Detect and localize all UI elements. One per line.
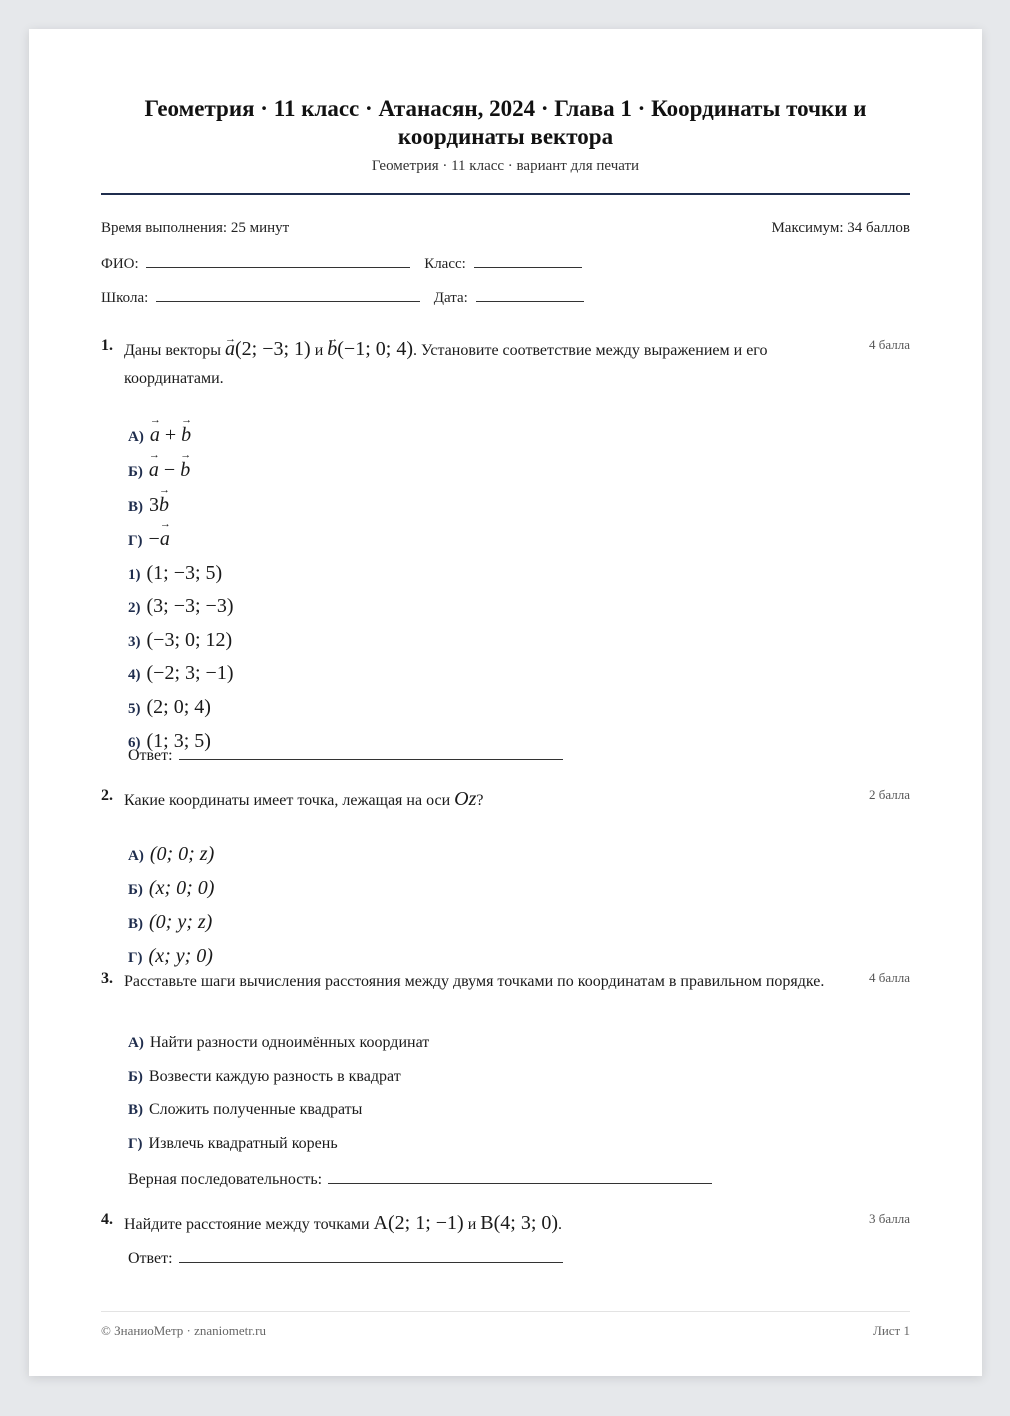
question-number: 4. bbox=[101, 1211, 113, 1228]
option-item[interactable]: Б) (x; 0; 0) bbox=[128, 877, 215, 899]
time-limit: Время выполнения: 25 минут bbox=[101, 220, 290, 236]
date-field[interactable] bbox=[476, 287, 584, 302]
answer-field[interactable] bbox=[328, 1169, 712, 1184]
axis-label: Oz bbox=[454, 788, 477, 810]
match-right-item: 3) (−3; 0; 12) bbox=[128, 629, 233, 651]
meta-row-school bbox=[101, 287, 910, 307]
date-label: Дата: bbox=[433, 290, 468, 306]
footer-copyright: © ЗнаниоМетр · znaniometr.ru bbox=[101, 1323, 266, 1338]
footer-page-number: Лист 1 bbox=[873, 1323, 910, 1338]
class-label: Класс: bbox=[424, 256, 466, 272]
worksheet-page bbox=[29, 29, 982, 1376]
question-points: 3 балла bbox=[869, 1211, 910, 1226]
question-text: Какие координаты имеет точка, лежащая на оси Oz? bbox=[124, 788, 484, 810]
page-title: Геометрия · 11 класс · Атанасян, 2024 · Глава 1 · Координаты точки и координаты вектора bbox=[144, 96, 867, 149]
option-item[interactable]: А) (0; 0; z) bbox=[128, 843, 215, 865]
answer-field[interactable] bbox=[179, 1248, 563, 1263]
meta-row-time bbox=[101, 220, 910, 237]
question-number: 1. bbox=[101, 337, 113, 354]
match-right-item: 6) (1; 3; 5) bbox=[128, 730, 211, 752]
vector-a: → a(2; −3; 1) bbox=[225, 338, 311, 360]
sequence-answer-row bbox=[128, 1169, 712, 1189]
question-number: 3. bbox=[101, 970, 113, 987]
footer bbox=[101, 1323, 910, 1339]
step-item: Б) Возвести каждую разность в квадрат bbox=[128, 1068, 401, 1085]
answer-label: Верная последовательность: bbox=[128, 1171, 323, 1188]
question-text: Найдите расстояние между точками A(2; 1; −1) и B(4; 3; 0). bbox=[124, 1212, 563, 1234]
point-b: B(4; 3; 0) bbox=[480, 1212, 559, 1234]
question-text: Расставьте шаги вычисления расстояния между двумя точками по координатам в правильном порядке. bbox=[124, 973, 825, 990]
header-divider bbox=[101, 193, 910, 195]
footer-divider bbox=[101, 1311, 910, 1312]
fio-field[interactable] bbox=[146, 253, 410, 268]
answer-row bbox=[128, 745, 563, 765]
step-item: В) Сложить полученные квадраты bbox=[128, 1101, 363, 1118]
answer-row bbox=[128, 1248, 563, 1268]
match-right-item: 2) (3; −3; −3) bbox=[128, 595, 234, 617]
question-text: Даны векторы → a(2; −3; 1) и → b(−1; 0; 4). Установите соответствие между выражением и его координатами. bbox=[124, 335, 842, 393]
question-points: 4 балла bbox=[869, 337, 910, 352]
point-a: A(2; 1; −1) bbox=[373, 1212, 464, 1234]
option-item[interactable]: В) (0; y; z) bbox=[128, 911, 213, 933]
class-field[interactable] bbox=[474, 253, 582, 268]
answer-label: Ответ: bbox=[128, 747, 173, 764]
fio-label: ФИО: bbox=[101, 256, 139, 272]
match-left-item: Б)→ a − → b bbox=[128, 459, 190, 482]
question-points: 4 балла bbox=[869, 970, 910, 985]
match-right-item: 1) (1; −3; 5) bbox=[128, 562, 223, 584]
school-label: Школа: bbox=[101, 290, 149, 306]
meta-row-name bbox=[101, 253, 910, 273]
step-item: Г) Извлечь квадратный корень bbox=[128, 1135, 338, 1152]
step-item: А) Найти разности одноимённых координат bbox=[128, 1034, 430, 1051]
answer-field[interactable] bbox=[179, 745, 563, 760]
match-left-item: В) 3→ b bbox=[128, 494, 169, 517]
match-right-item: 4) (−2; 3; −1) bbox=[128, 662, 234, 684]
question-points: 2 балла bbox=[869, 787, 910, 802]
question-number: 2. bbox=[101, 787, 113, 804]
page-subtitle: Геометрия · 11 класс · вариант для печати bbox=[371, 158, 640, 174]
match-right-item: 5) (2; 0; 4) bbox=[128, 696, 211, 718]
school-field[interactable] bbox=[156, 287, 420, 302]
match-left-item: А)→ a + → b bbox=[128, 424, 191, 447]
answer-label: Ответ: bbox=[128, 1250, 173, 1267]
vector-b: → b(−1; 0; 4) bbox=[327, 338, 413, 360]
max-score: Максимум: 34 баллов bbox=[771, 220, 910, 236]
match-left-item: Г) −→ a bbox=[128, 528, 170, 551]
option-item[interactable]: Г) (x; y; 0) bbox=[128, 945, 213, 967]
